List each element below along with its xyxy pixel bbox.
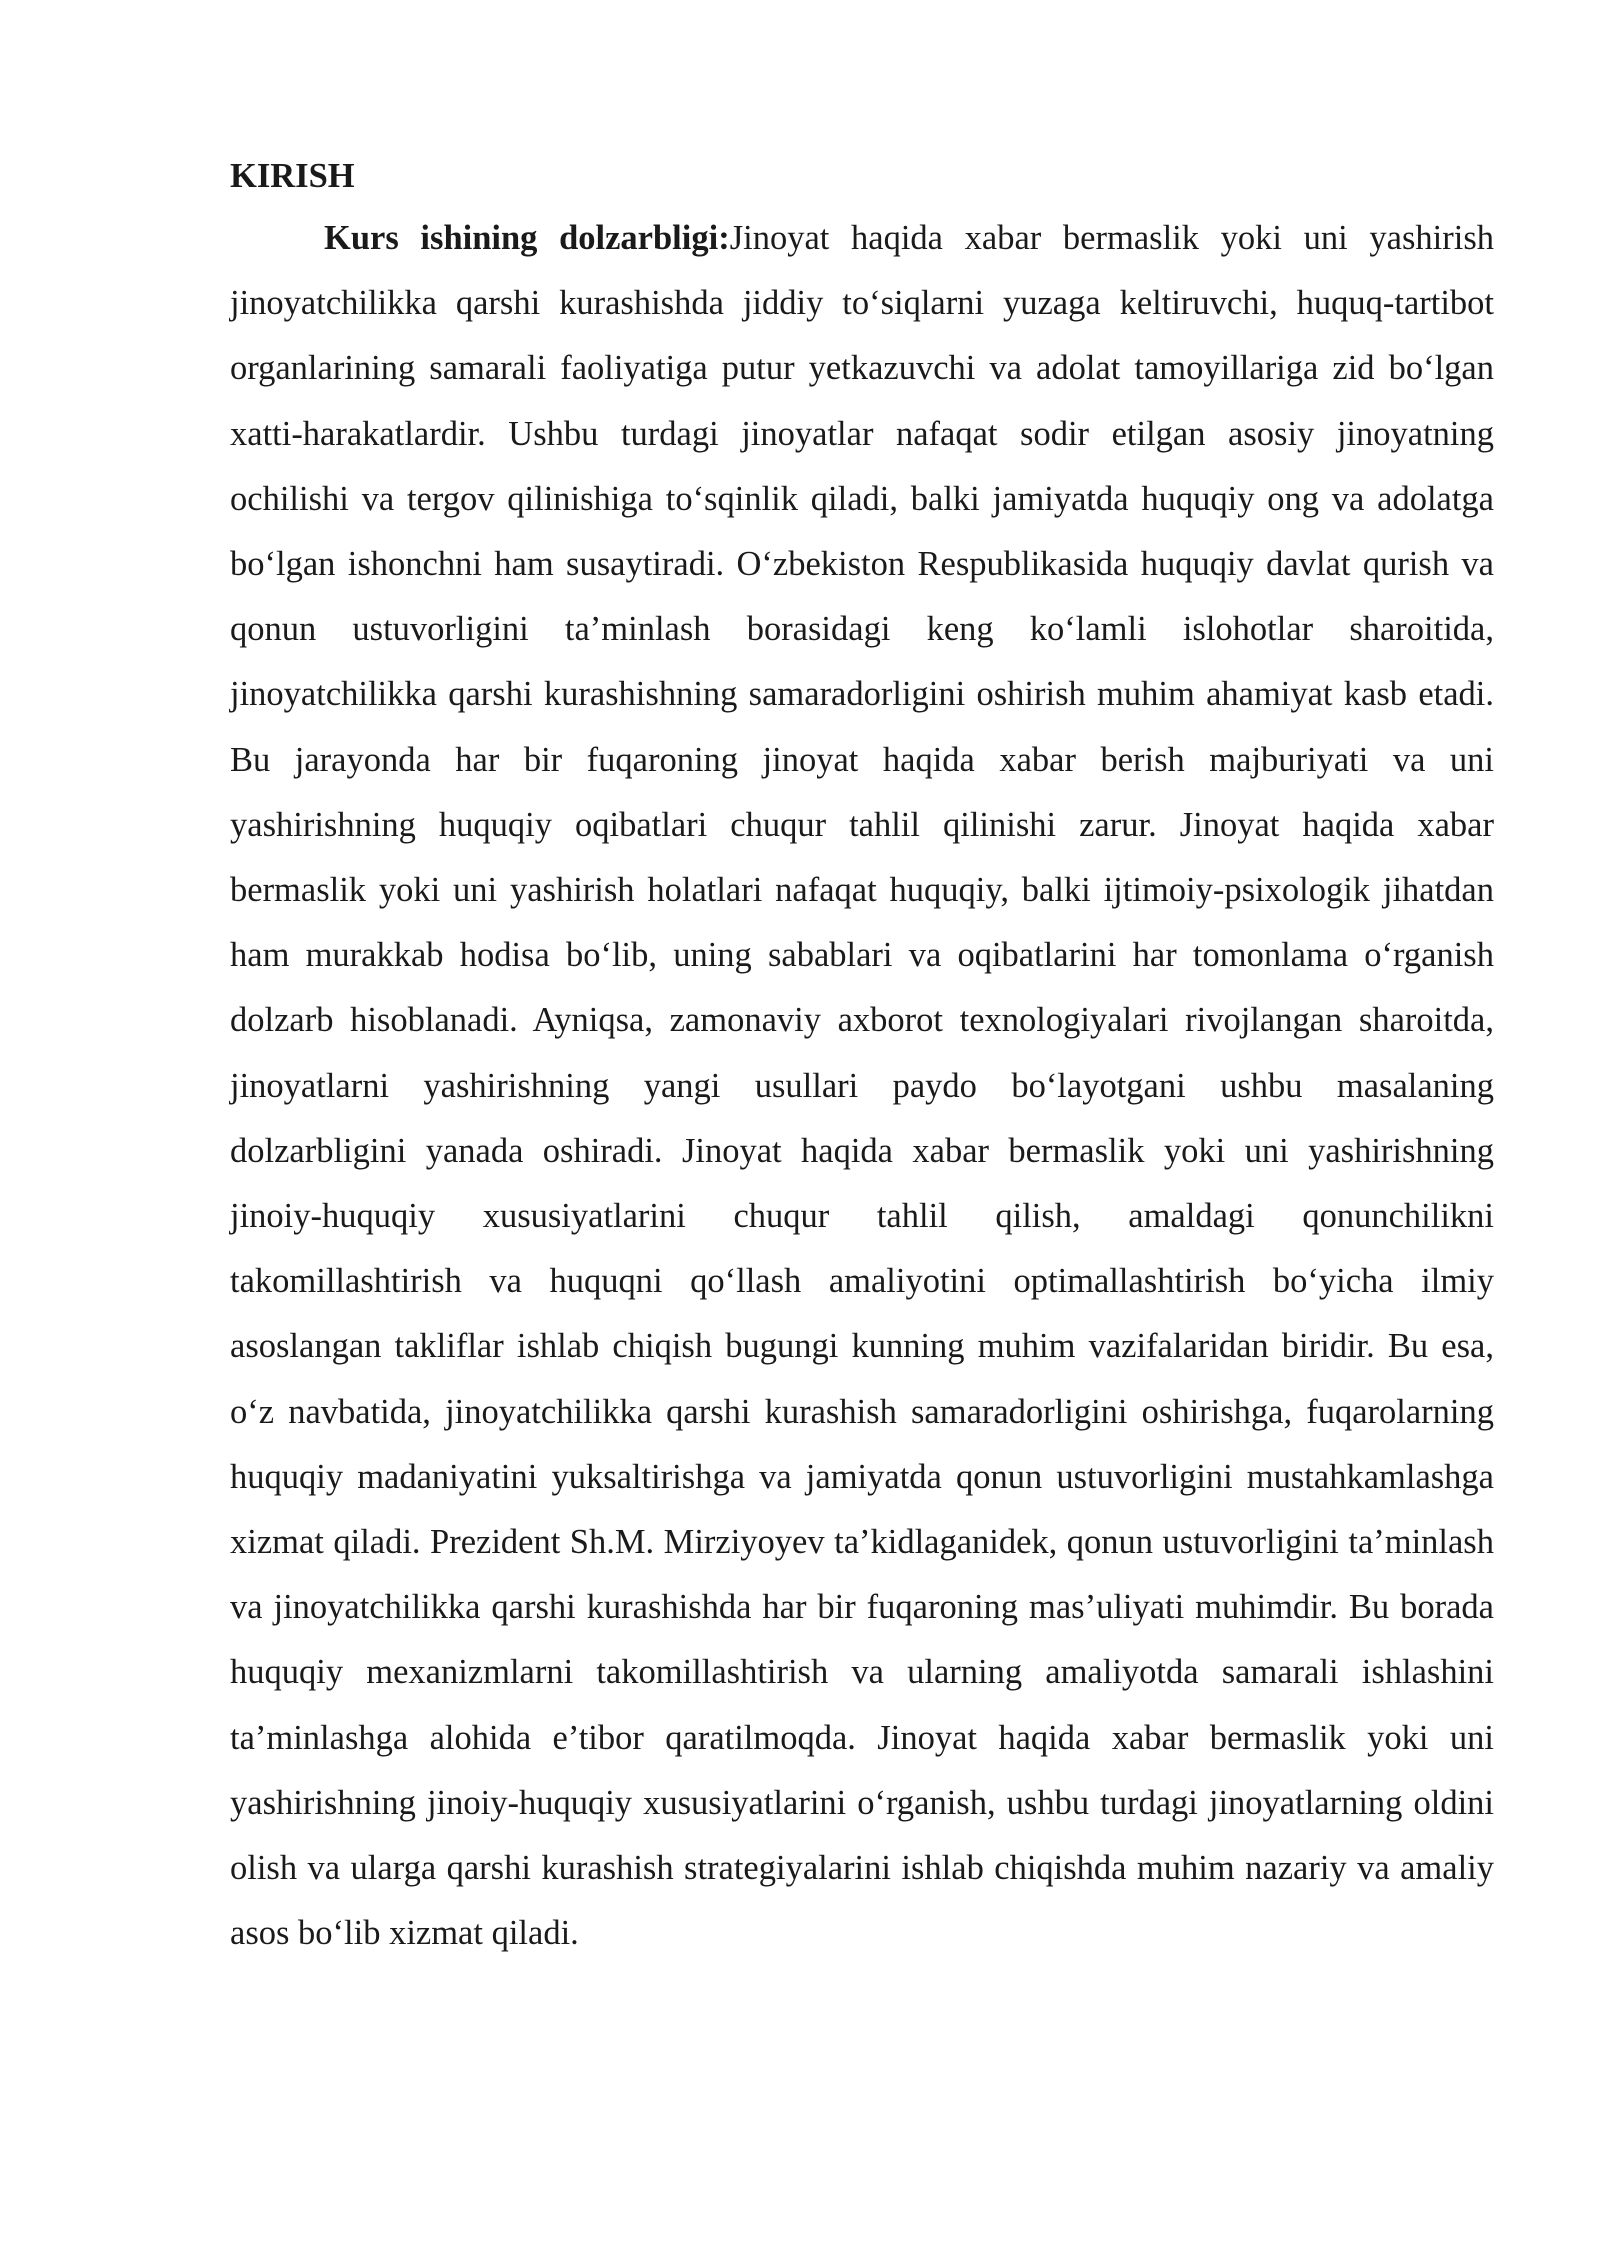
document-page <box>230 150 1494 1966</box>
paragraph-lead: Kurs ishining dolzarbligi: <box>324 219 730 257</box>
paragraph-text: Jinoyat haqida xabar bermaslik yoki uni yashirish jinoyatchilikka qarshi kurashishda jiddiy to‘siqlarni yuzaga keltiruvchi, huquq-tartibot organlarining samarali faoliyatiga putur yetkazuvchi va adolat tamoyillariga zid bo‘lgan xatti-harakatlardir. Ushbu turdagi jinoyatlar nafaqat sodir etilgan asosiy jinoyatning ochilishi va tergov qilinishiga to‘sqinlik qiladi, balki jamiyatda huquqiy ong va adolatga bo‘lgan ishonchni ham susaytiradi. O‘zbekiston Respublikasida huquqiy davlat qurish va qonun ustuvorligini ta’minlash borasidagi keng ko‘lamli islohotlar sharoitida, jinoyatchilikka qarshi kurashishning samaradorligini oshirish muhim ahamiyat kasb etadi. Bu jarayonda har bir fuqaroning jinoyat haqida xabar berish majburiyati va uni yashirishning huquqiy oqibatlari chuqur tahlil qilinishi zarur. Jinoyat haqida xabar bermaslik yoki uni yashirish holatlari nafaqat huquqiy, balki ijtimoiy-psixologik jihatdan ham murakkab hodisa bo‘lib, uning sabablari va oqibatlarini har tomonlama o‘rganish dolzarb hisoblanadi. Ayniqsa, zamonaviy axborot texnologiyalari rivojlangan sharoitda, jinoyatlarni yashirishning yangi usullari paydo bo‘layotgani ushbu masalaning dolzarbligini yanada oshiradi. Jinoyat haqida xabar bermaslik yoki uni yashirishning jinoiy-huquqiy xususiyatlarini chuqur tahlil qilish, amaldagi qonunchilikni takomillashtirish va huquqni qo‘llash amaliyotini optimallashtirish bo‘yicha ilmiy asoslangan takliflar ishlab chiqish bugungi kunning muhim vazifalaridan biridir. Bu esa, o‘z navbatida, jinoyatchilikka qarshi kurashish samaradorligini oshirishga, fuqarolarning huquqiy madaniyatini yuksaltirishga va jamiyatda qonun ustuvorligini mustahkamlashga xizmat qiladi. Prezident Sh.M. Mirziyoyev ta’kidlaganidek, qonun ustuvorligini ta’minlash va jinoyatchilikka qarshi kurashishda har bir fuqaroning mas’uliyati muhimdir. Bu borada huquqiy mexanizmlarni takomillashtirish va ularning amaliyotda samarali ishlashini ta’minlashga alohida e’tibor qaratilmoqda. Jinoyat haqida xabar bermaslik yoki uni yashirishning jinoiy-huquqiy xususiyatlarini o‘rganish, ushbu turdagi jinoyatlarning oldini olish va ularga qarshi kurashish strategiyalarini ishlab chiqishda muhim nazariy va amaliy asos bo‘lib xizmat qiladi. <box>230 219 1494 1953</box>
body-paragraph <box>230 206 1494 1966</box>
section-heading: KIRISH <box>230 157 355 195</box>
